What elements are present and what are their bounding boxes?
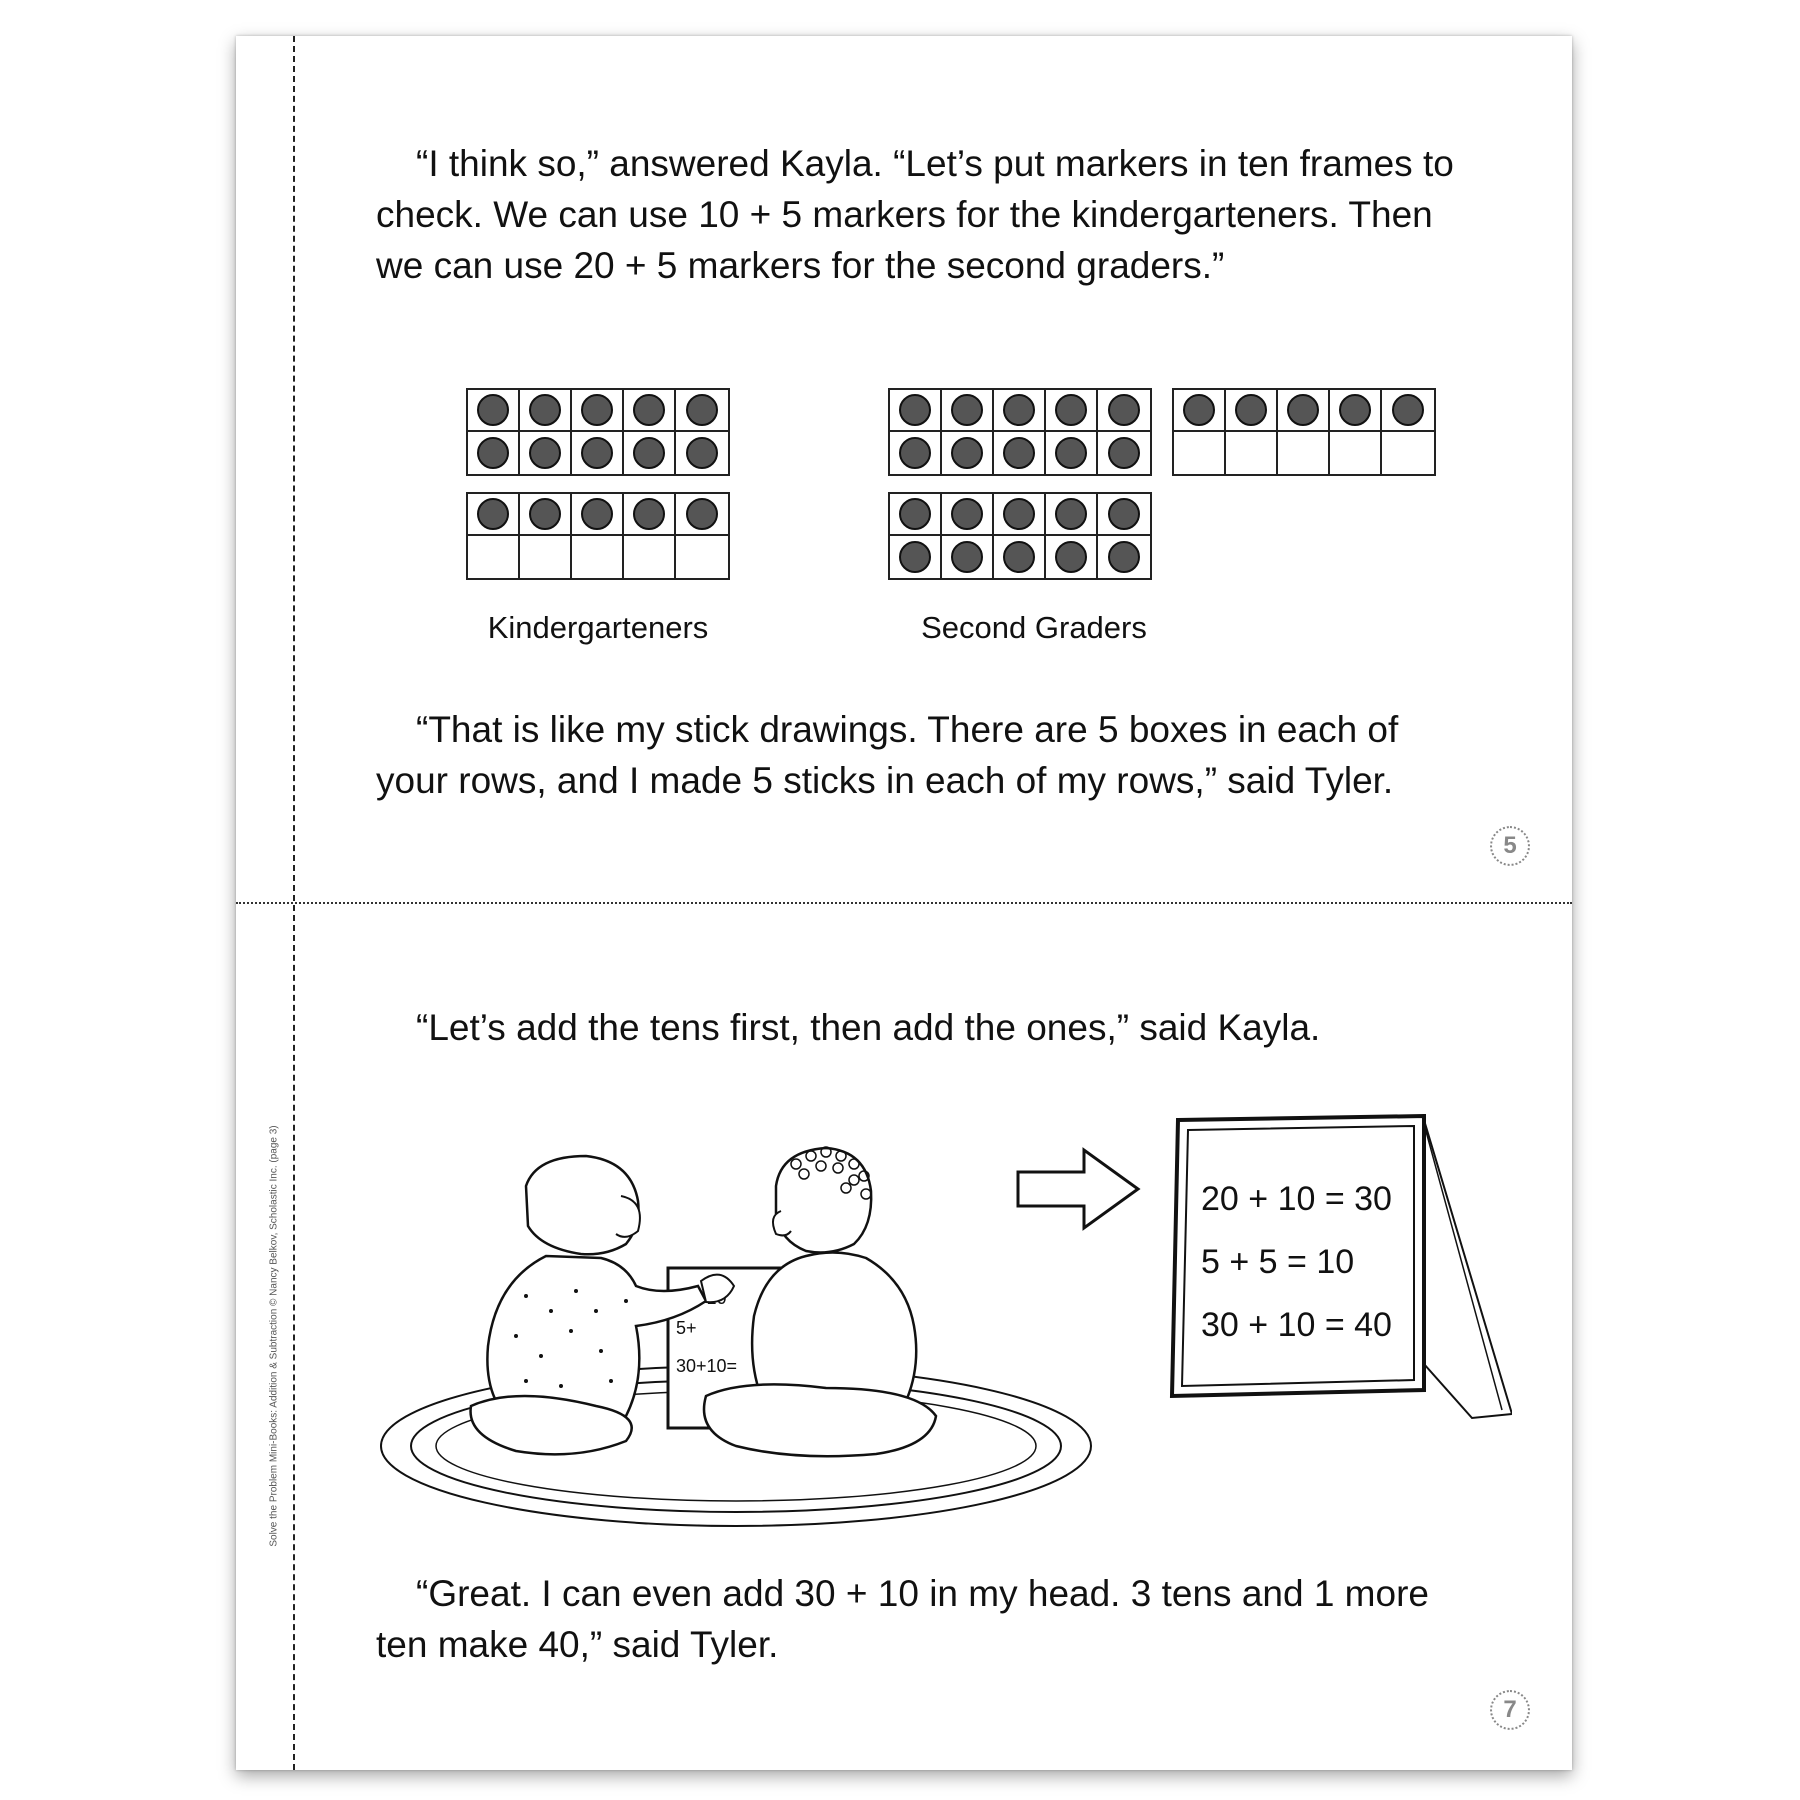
marker-dot xyxy=(899,437,931,469)
ten-frame-cell xyxy=(572,494,624,536)
ten-frame-cell xyxy=(1330,432,1382,474)
marker-dot xyxy=(1055,541,1087,573)
marker-dot xyxy=(477,394,509,426)
ten-frame-cell xyxy=(520,390,572,432)
bottom-paragraph-1: “Let’s add the tens first, then add the ones,” said Kayla. xyxy=(416,1007,1321,1048)
board-equation-1: 20 + 10 = 30 xyxy=(1201,1180,1392,1218)
bottom-paragraph-2: “Great. I can even add 30 + 10 in my head. 3 tens and 1 more ten make 40,” said Tyler. xyxy=(376,1573,1429,1665)
ten-frame-cell xyxy=(1382,390,1434,432)
marker-dot xyxy=(581,394,613,426)
ten-frame-cell xyxy=(624,432,676,474)
copyright-credit: Solve the Problem Mini-Books: Addition & Subtraction © Nancy Belkov, Scholastic Inc. (page 3) xyxy=(268,1125,280,1547)
kindergarteners-label: Kindergarteners xyxy=(487,610,709,645)
ten-frame-cell xyxy=(890,432,942,474)
ten-frame-cell xyxy=(572,536,624,578)
marker-dot xyxy=(1003,437,1035,469)
ten-frame-cell xyxy=(468,494,520,536)
marker-dot xyxy=(899,498,931,530)
ten-frame-cell xyxy=(1382,432,1434,474)
ten-frame-cell xyxy=(624,536,676,578)
marker-dot xyxy=(1108,437,1140,469)
marker-dot xyxy=(951,541,983,573)
ten-frame-cell xyxy=(1278,432,1330,474)
ten-frame-cell xyxy=(1330,390,1382,432)
ten-frame-cell xyxy=(890,494,942,536)
marker-dot xyxy=(581,437,613,469)
marker-dot xyxy=(1108,498,1140,530)
ten-frame-cell xyxy=(1046,432,1098,474)
marker-dot xyxy=(1055,437,1087,469)
ten-frame-second-graders-1 xyxy=(888,388,1152,476)
top-paragraph-2: “That is like my stick drawings. There are 5 boxes in each of your rows, and I made 5 sticks in each of my rows,” said Tyler. xyxy=(376,709,1399,801)
marker-dot xyxy=(1287,394,1319,426)
easel-board-icon xyxy=(1162,1114,1512,1466)
marker-dot xyxy=(1392,394,1424,426)
marker-dot xyxy=(1235,394,1267,426)
marker-dot xyxy=(899,394,931,426)
ten-frame-cell xyxy=(1226,432,1278,474)
ten-frame-cell xyxy=(1226,390,1278,432)
marker-dot xyxy=(529,437,561,469)
ten-frame-cell xyxy=(890,536,942,578)
marker-dot xyxy=(1055,394,1087,426)
ten-frame-cell xyxy=(890,390,942,432)
marker-dot xyxy=(951,394,983,426)
marker-dot xyxy=(477,437,509,469)
children-drawing-illustration xyxy=(376,1116,1096,1536)
ten-frame-cell xyxy=(468,390,520,432)
marker-dot xyxy=(951,437,983,469)
ten-frame-cell xyxy=(1046,494,1098,536)
ten-frame-cell xyxy=(994,432,1046,474)
ten-frame-cell xyxy=(676,536,728,578)
ten-frame-cell xyxy=(1046,390,1098,432)
ten-frame-cell xyxy=(1098,432,1150,474)
ten-frame-cell xyxy=(942,432,994,474)
ten-frame-cell xyxy=(994,536,1046,578)
ten-frame-cell xyxy=(520,494,572,536)
marker-dot xyxy=(899,541,931,573)
ten-frame-cell xyxy=(994,390,1046,432)
ten-frame-cell xyxy=(520,536,572,578)
marker-dot xyxy=(1108,394,1140,426)
marker-dot xyxy=(1003,498,1035,530)
ten-frame-cell xyxy=(1174,390,1226,432)
board-equation-3: 30 + 10 = 40 xyxy=(1201,1306,1392,1344)
ten-frame-cell xyxy=(676,432,728,474)
small-board-line-3: 30+10= xyxy=(676,1356,738,1376)
page-number-7: 7 xyxy=(1490,1690,1530,1730)
marker-dot xyxy=(633,394,665,426)
ten-frame-cell xyxy=(676,390,728,432)
ten-frame-cell xyxy=(942,494,994,536)
marker-dot xyxy=(529,394,561,426)
ten-frame-cell xyxy=(994,494,1046,536)
ten-frame-cell xyxy=(624,494,676,536)
ten-frame-kindergarteners-1 xyxy=(466,388,730,476)
ten-frame-cell xyxy=(1098,536,1150,578)
ten-frame-cell xyxy=(624,390,676,432)
second-graders-label: Second Graders xyxy=(921,610,1147,645)
page-number-5: 5 xyxy=(1490,826,1530,866)
marker-dot xyxy=(633,498,665,530)
ten-frame-cell xyxy=(942,536,994,578)
ten-frame-cell xyxy=(676,494,728,536)
ten-frame-cell xyxy=(468,432,520,474)
marker-dot xyxy=(686,498,718,530)
ten-frame-cell xyxy=(942,390,994,432)
marker-dot xyxy=(1339,394,1371,426)
marker-dot xyxy=(686,437,718,469)
marker-dot xyxy=(1055,498,1087,530)
ten-frame-cell xyxy=(572,432,624,474)
horizontal-fold-line xyxy=(236,902,1572,904)
marker-dot xyxy=(1003,394,1035,426)
marker-dot xyxy=(1183,394,1215,426)
ten-frame-second-graders-2 xyxy=(888,492,1152,580)
right-arrow-icon xyxy=(1014,1144,1144,1234)
marker-dot xyxy=(951,498,983,530)
marker-dot xyxy=(581,498,613,530)
marker-dot xyxy=(633,437,665,469)
marker-dot xyxy=(1108,541,1140,573)
ten-frame-second-graders-3 xyxy=(1172,388,1436,476)
top-paragraph-1: “I think so,” answered Kayla. “Let’s put markers in ten frames to check. We can use 10 + 5 markers for the kindergarteners. Then we can use 20 + 5 markers for the second graders.” xyxy=(376,143,1454,286)
ten-frame-cell xyxy=(572,390,624,432)
marker-dot xyxy=(477,498,509,530)
ten-frame-cell xyxy=(1098,494,1150,536)
marker-dot xyxy=(529,498,561,530)
worksheet-page xyxy=(236,36,1572,1770)
ten-frame-cell xyxy=(1278,390,1330,432)
ten-frame-kindergarteners-2 xyxy=(466,492,730,580)
marker-dot xyxy=(1003,541,1035,573)
ten-frame-cell xyxy=(468,536,520,578)
marker-dot xyxy=(686,394,718,426)
small-board-line-2: 5+ xyxy=(676,1318,697,1338)
ten-frame-cell xyxy=(1046,536,1098,578)
board-equation-2: 5 + 5 = 10 xyxy=(1201,1243,1355,1281)
ten-frame-cell xyxy=(520,432,572,474)
ten-frame-cell xyxy=(1174,432,1226,474)
ten-frame-cell xyxy=(1098,390,1150,432)
